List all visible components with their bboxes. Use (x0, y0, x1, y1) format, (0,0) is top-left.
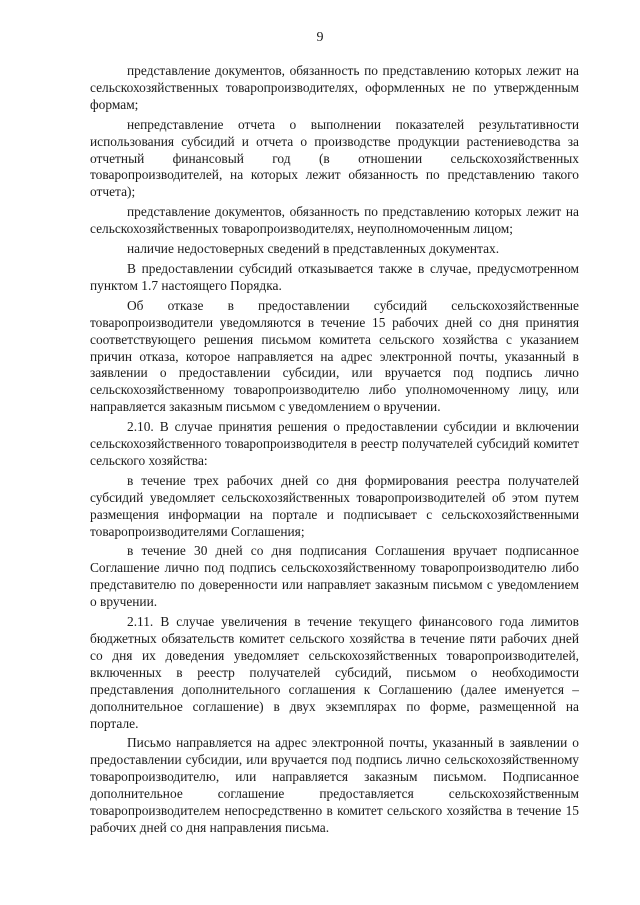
paragraph-refusal-case: В предоставлении субсидий отказывается также в случае, предусмотренном пунктом 1.7 настоящего Порядка. (90, 260, 579, 293)
paragraph-letter-sent: Письмо направляется на адрес электронной почты, указанный в заявлении о предоставлении субсидии, или вручается под подпись лично сельскохозяйственному товаропроизводителю, или направляется заказным письмом. Подписанное дополнительное соглашение предоставляется сельскохозяйственным товаропроизводителем непосредственно в комитет сельского хозяйства в течение 15 рабочих дней со дня направления письма. (90, 735, 579, 835)
page-number: 9 (316, 30, 324, 45)
paragraph-thirty-days: в течение 30 дней со дня подписания Соглашения вручает подписанное Соглашение лично под подпись сельскохозяйственному товаропроизводителю либо представителю по доверенности или направляет заказным письмом с уведомлением о вручении. (90, 543, 579, 610)
paragraph-false-information: наличие недостоверных сведений в представленных документах. (127, 241, 500, 257)
paragraph-unauthorized-person: представление документов, обязанность по представлению которых лежит на сельскохозяйственных товаропроизводителях, неуполномоченным лицом; (90, 204, 579, 237)
document-body (90, 63, 579, 840)
paragraph-2-10: 2.10. В случае принятия решения о предоставлении субсидии и включении сельскохозяйственного товаропроизводителя в реестр получателей субсидий комитет сельского хозяйства: (90, 419, 579, 468)
paragraph-no-report: непредставление отчета о выполнении показателей результативности использования субсидий и отчета о производстве продукции растениеводства за отчетный финансовый год (в отношении сельскохозяйственных товаропроизводителей, на которых лежит обязанность по представлению такого отчета); (90, 116, 579, 200)
paragraph-documents-wrong-forms: представление документов, обязанность по представлению которых лежит на сельскохозяйственных товаропроизводителях, оформленных не по утвержденным формам; (90, 63, 579, 112)
paragraph-refusal-notification: Об отказе в предоставлении субсидий сельскохозяйственные товаропроизводители уведомляются в течение 15 рабочих дней со дня принятия соответствующего решения письмом комитета сельского хозяйства с указанием причин отказа, которое направляется на адрес электронной почты, указанный в заявлении о предоставлении субсидии, или вручается под подпись лично сельскохозяйственному товаропроизводителю либо уполномоченному лицу, или направляется заказным письмом с уведомлением о вручении. (90, 297, 579, 415)
paragraph-three-days: в течение трех рабочих дней со дня формирования реестра получателей субсидий уведомляет сельскохозяйственных товаропроизводителей об этом путем размещения информации на портале и подписывает с сельскохозяйственными товаропроизводителями Соглашения; (90, 472, 579, 539)
paragraph-2-11: 2.11. В случае увеличения в течение текущего финансового года лимитов бюджетных обязательств комитет сельского хозяйства в течение пяти рабочих дней со дня их доведения уведомляет сельскохозяйственных товаропроизводителей, включенных в реестр получателей субсидий, письмом о необходимости представления дополнительного соглашения к Соглашению (далее именуется – дополнительное соглашение) в двух экземплярах по форме, размещенной на портале. (90, 614, 579, 731)
